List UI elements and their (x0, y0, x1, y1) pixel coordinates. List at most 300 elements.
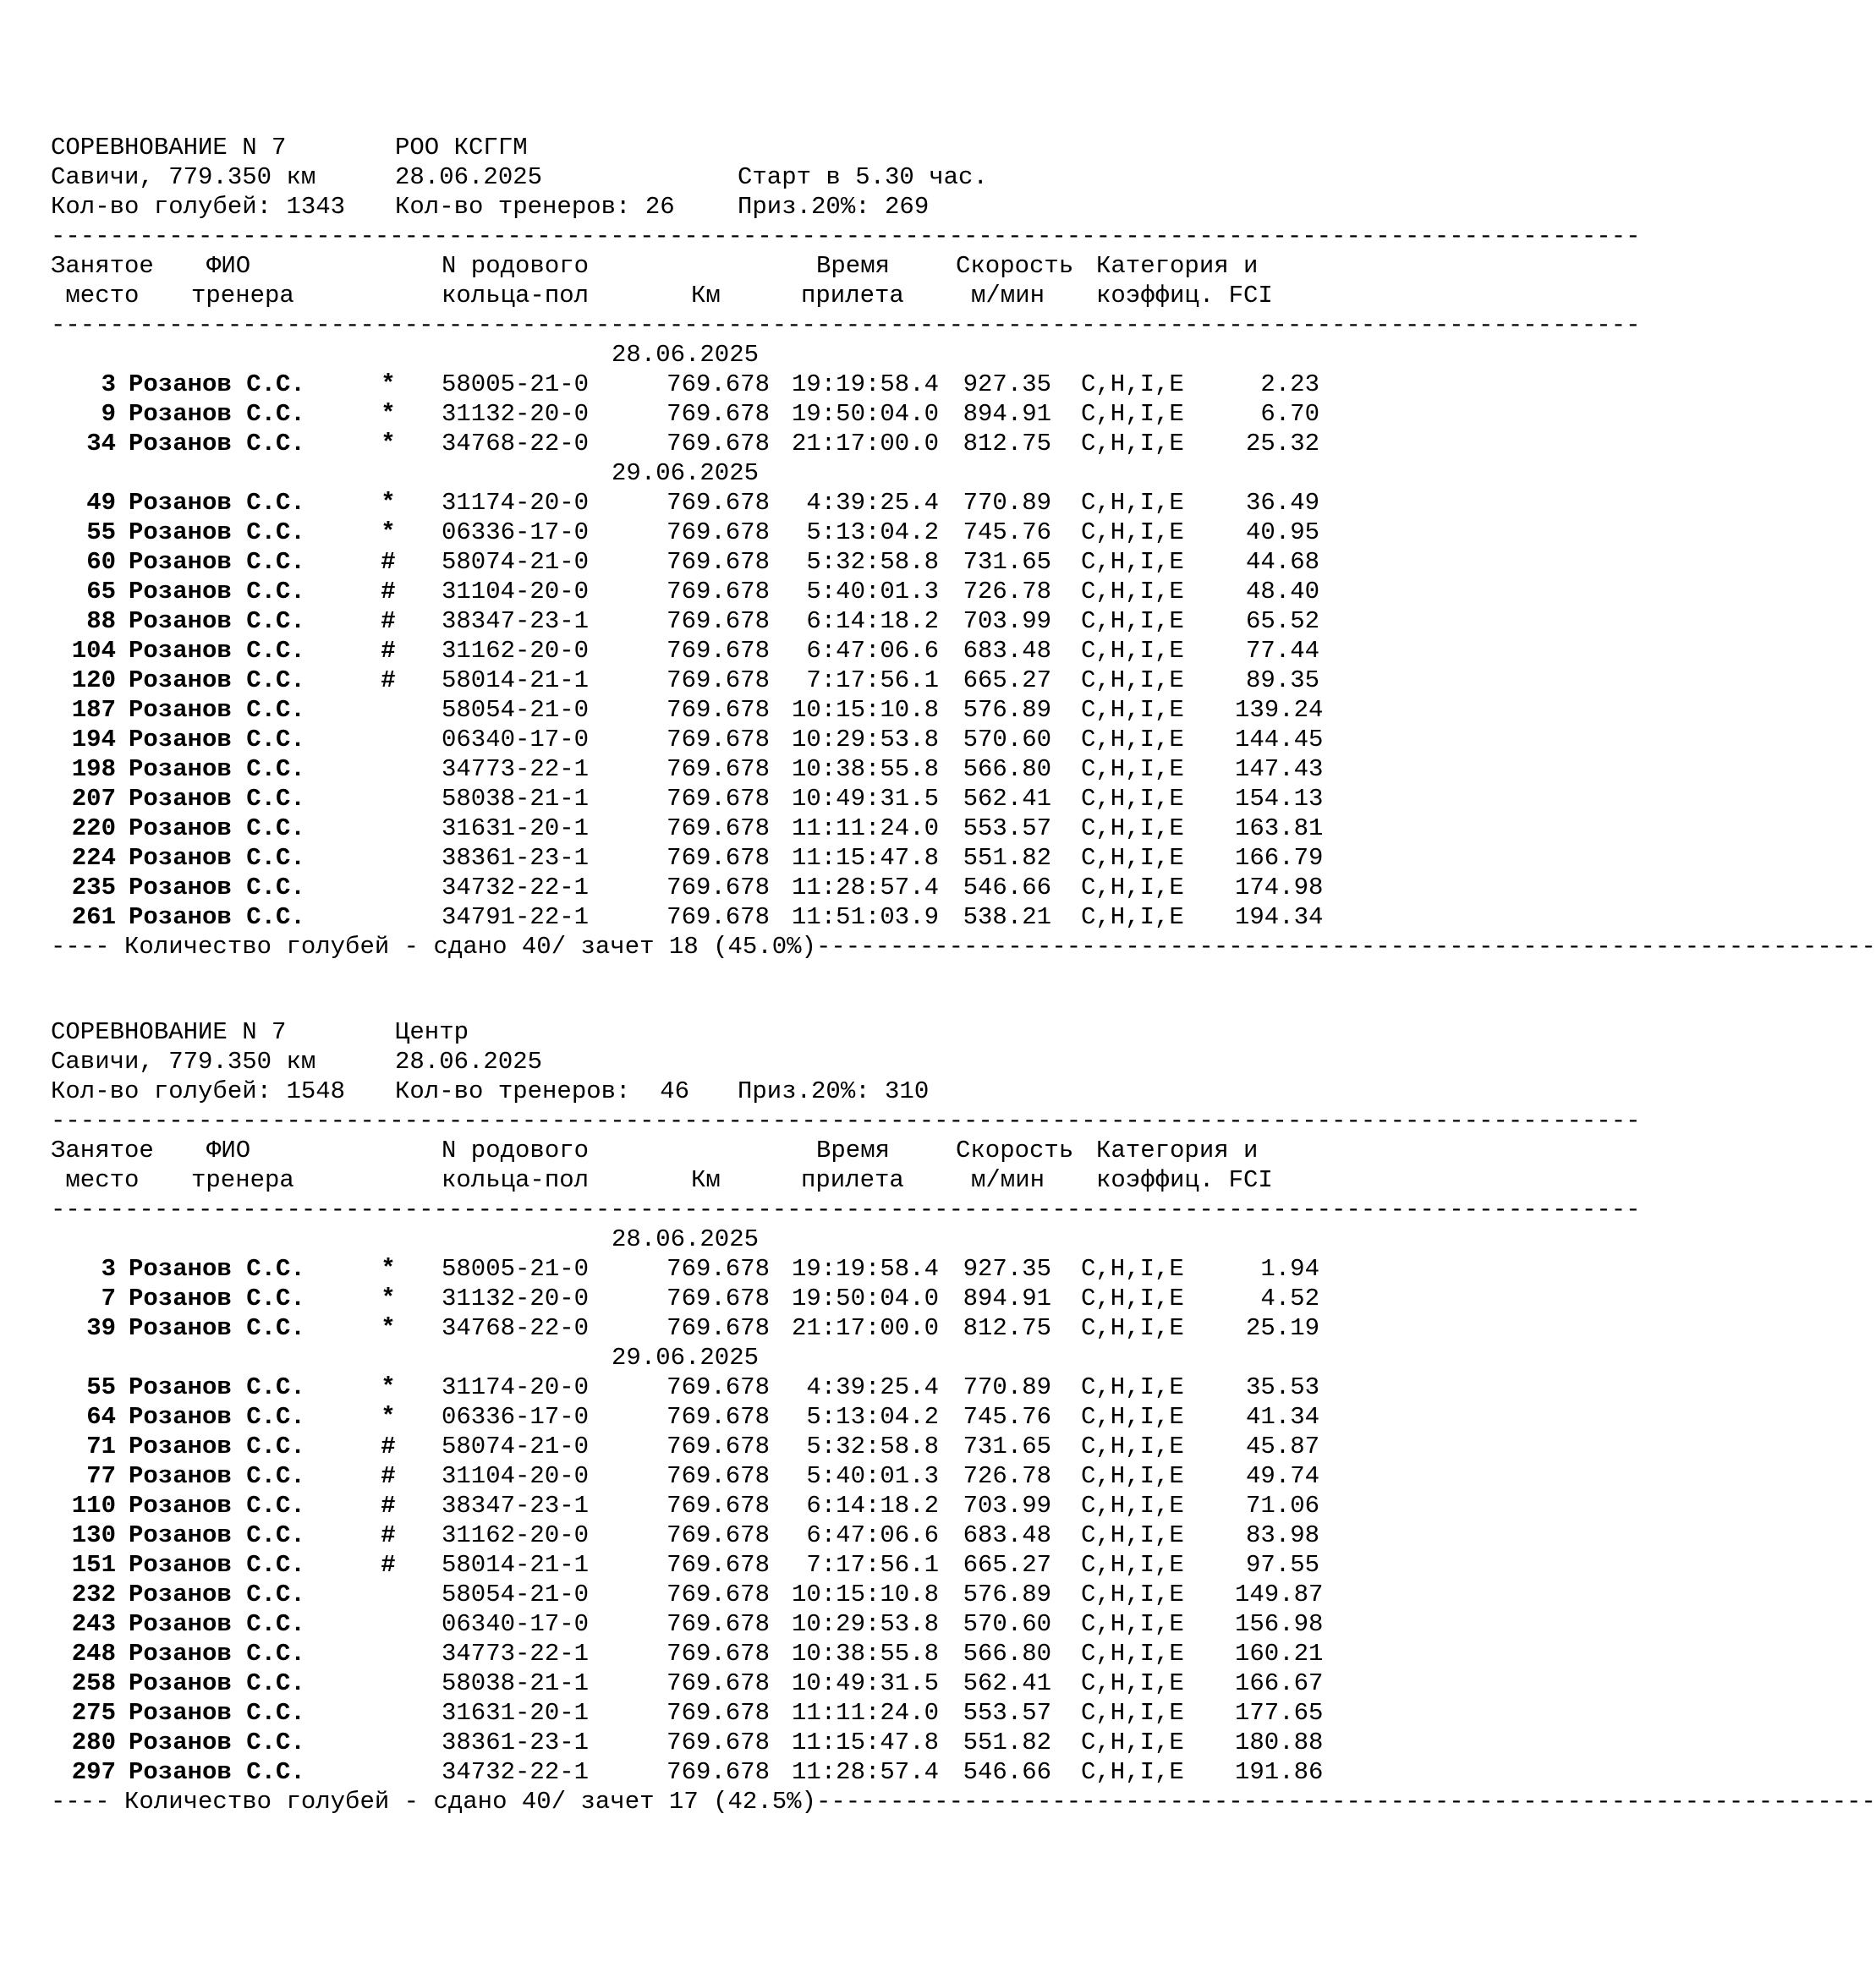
table-row (51, 429, 1353, 458)
cell-cat: C,H,I,E (1081, 548, 1184, 576)
cell-speed: 703.99 (963, 1492, 1051, 1520)
table-row (51, 547, 1353, 577)
prize-count: Приз.20%: 269 (738, 193, 930, 221)
cell-speed: 538.21 (963, 903, 1051, 931)
cell-place: 187 (71, 696, 116, 724)
cell-place: 71 (86, 1433, 116, 1460)
cell-km: 769.678 (666, 1521, 770, 1549)
cell-speed: 566.80 (963, 755, 1051, 783)
cell-speed: 745.76 (963, 518, 1051, 546)
cell-ring: 31174-20-0 (442, 489, 590, 517)
cell-cat: C,H,I,E (1081, 1699, 1184, 1727)
cell-km: 769.678 (666, 607, 770, 635)
cell-place: 275 (71, 1699, 116, 1727)
table-row (51, 606, 1353, 636)
cell-cat: C,H,I,E (1081, 370, 1184, 398)
cell-ring: 58054-21-0 (442, 696, 590, 724)
competition-header-line-3 (51, 192, 1353, 222)
cell-name: Розанов С.С. (129, 874, 305, 901)
cell-fci: 160.21 (1235, 1640, 1324, 1668)
header-name: ФИО (206, 1137, 251, 1164)
cell-mark: * (381, 1403, 396, 1431)
cell-cat: C,H,I,E (1081, 755, 1184, 783)
cell-time: 19:50:04.0 (791, 1285, 939, 1312)
cell-km: 769.678 (666, 1492, 770, 1520)
cell-km: 769.678 (666, 430, 770, 458)
pigeons-count: Кол-во голубей: 1548 (51, 1077, 346, 1105)
footer-summary: ---- Количество голубей - сдано 40/ зачет 17 (42.5%)------------------------------------------------------------------------ (51, 1788, 1876, 1816)
cell-mark: * (381, 400, 396, 428)
cell-ring: 58005-21-0 (442, 370, 590, 398)
table-header-row-2 (51, 281, 1353, 310)
table-row (51, 843, 1353, 873)
cell-time: 11:11:24.0 (791, 1699, 939, 1727)
cell-fci: 48.40 (1245, 578, 1319, 605)
cell-place: 120 (71, 666, 116, 694)
cell-time: 6:14:18.2 (806, 607, 939, 635)
table-row (51, 1520, 1353, 1550)
cell-cat: C,H,I,E (1081, 1314, 1184, 1342)
cell-mark: # (381, 548, 396, 576)
cell-km: 769.678 (666, 1729, 770, 1756)
cell-ring: 58054-21-0 (442, 1581, 590, 1608)
cell-place: 248 (71, 1640, 116, 1668)
cell-cat: C,H,I,E (1081, 844, 1184, 872)
header-speed-2: м/мин (971, 1166, 1045, 1194)
cell-mark: * (381, 1255, 396, 1283)
cell-name: Розанов С.С. (129, 726, 305, 753)
cell-place: 194 (71, 726, 116, 753)
cell-ring: 58074-21-0 (442, 548, 590, 576)
cell-speed: 551.82 (963, 844, 1051, 872)
cell-speed: 731.65 (963, 548, 1051, 576)
cell-km: 769.678 (666, 1285, 770, 1312)
cell-km: 769.678 (666, 1255, 770, 1283)
cell-name: Розанов С.С. (129, 1610, 305, 1638)
group-date-line (51, 1225, 1353, 1254)
cell-mark: # (381, 666, 396, 694)
cell-name: Розанов С.С. (129, 1255, 305, 1283)
cell-km: 769.678 (666, 370, 770, 398)
cell-time: 5:13:04.2 (806, 1403, 939, 1431)
results-rows (51, 1225, 1353, 1787)
group-date: 29.06.2025 (611, 1344, 760, 1372)
cell-place: 104 (71, 637, 116, 665)
cell-name: Розанов С.С. (129, 430, 305, 458)
header-category: Категория и (1096, 1137, 1259, 1164)
cell-place: 280 (71, 1729, 116, 1756)
cell-cat: C,H,I,E (1081, 1403, 1184, 1431)
cell-name: Розанов С.С. (129, 370, 305, 398)
competition-start: Старт в 5.30 час. (738, 163, 988, 191)
cell-ring: 31162-20-0 (442, 637, 590, 665)
cell-ring: 58005-21-0 (442, 1255, 590, 1283)
cell-place: 232 (71, 1581, 116, 1608)
table-row (51, 1461, 1353, 1491)
cell-fci: 1.94 (1260, 1255, 1319, 1283)
cell-mark: * (381, 1373, 396, 1401)
header-speed-2: м/мин (971, 282, 1045, 310)
results-rows (51, 340, 1353, 932)
cell-cat: C,H,I,E (1081, 726, 1184, 753)
cell-time: 11:11:24.0 (791, 814, 939, 842)
cell-name: Розанов С.С. (129, 637, 305, 665)
cell-place: 88 (86, 607, 116, 635)
trainers-count: Кол-во тренеров: 46 (395, 1077, 690, 1105)
cell-ring: 31631-20-1 (442, 1699, 590, 1727)
cell-speed: 812.75 (963, 1314, 1051, 1342)
cell-speed: 927.35 (963, 370, 1051, 398)
cell-cat: C,H,I,E (1081, 578, 1184, 605)
table-row (51, 1728, 1353, 1757)
competition-header-line-2 (51, 162, 1353, 192)
table-row (51, 577, 1353, 606)
cell-km: 769.678 (666, 1373, 770, 1401)
cell-fci: 41.34 (1245, 1403, 1319, 1431)
cell-place: 3 (101, 370, 116, 398)
table-row (51, 1550, 1353, 1580)
cell-ring: 58074-21-0 (442, 1433, 590, 1460)
competition-header-line-3 (51, 1077, 1353, 1106)
header-ring-2: кольца-пол (442, 1166, 590, 1194)
cell-ring: 31104-20-0 (442, 1462, 590, 1490)
cell-km: 769.678 (666, 1462, 770, 1490)
cell-time: 10:15:10.8 (791, 696, 939, 724)
cell-name: Розанов С.С. (129, 1433, 305, 1460)
cell-time: 19:19:58.4 (791, 1255, 939, 1283)
cell-place: 34 (86, 430, 116, 458)
header-km: Км (691, 282, 721, 310)
cell-speed: 553.57 (963, 1699, 1051, 1727)
cell-speed: 665.27 (963, 666, 1051, 694)
cell-time: 10:29:53.8 (791, 1610, 939, 1638)
cell-fci: 174.98 (1235, 874, 1324, 901)
cell-place: 220 (71, 814, 116, 842)
cell-time: 11:28:57.4 (791, 874, 939, 901)
cell-time: 6:14:18.2 (806, 1492, 939, 1520)
table-row (51, 873, 1353, 902)
table-row (51, 1402, 1353, 1432)
group-date-line (51, 340, 1353, 370)
cell-fci: 71.06 (1245, 1492, 1319, 1520)
cell-fci: 83.98 (1245, 1521, 1319, 1549)
cell-fci: 191.86 (1235, 1758, 1324, 1786)
cell-cat: C,H,I,E (1081, 1433, 1184, 1460)
cell-ring: 34773-22-1 (442, 755, 590, 783)
cell-place: 151 (71, 1551, 116, 1579)
cell-km: 769.678 (666, 844, 770, 872)
cell-fci: 194.34 (1235, 903, 1324, 931)
cell-name: Розанов С.С. (129, 814, 305, 842)
competition-section-1 (51, 133, 1876, 962)
header-km: Км (691, 1166, 721, 1194)
cell-ring: 31132-20-0 (442, 400, 590, 428)
cell-fci: 6.70 (1260, 400, 1319, 428)
cell-time: 11:15:47.8 (791, 844, 939, 872)
competition-title: СОРЕВНОВАНИЕ N 7 (51, 134, 287, 162)
header-name: ФИО (206, 252, 251, 280)
cell-ring: 31174-20-0 (442, 1373, 590, 1401)
cell-km: 769.678 (666, 548, 770, 576)
cell-fci: 177.65 (1235, 1699, 1324, 1727)
cell-km: 769.678 (666, 666, 770, 694)
cell-place: 261 (71, 903, 116, 931)
cell-fci: 97.55 (1245, 1551, 1319, 1579)
cell-name: Розанов С.С. (129, 1314, 305, 1342)
cell-km: 769.678 (666, 578, 770, 605)
cell-speed: 562.41 (963, 1669, 1051, 1697)
cell-name: Розанов С.С. (129, 1758, 305, 1786)
cell-time: 5:32:58.8 (806, 1433, 939, 1460)
cell-ring: 58014-21-1 (442, 1551, 590, 1579)
footer-line (51, 1787, 1876, 1816)
cell-cat: C,H,I,E (1081, 1581, 1184, 1608)
cell-cat: C,H,I,E (1081, 518, 1184, 546)
cell-cat: C,H,I,E (1081, 1373, 1184, 1401)
cell-place: 207 (71, 785, 116, 813)
header-place-2: место (51, 282, 140, 310)
table-header-row-2 (51, 1165, 1353, 1195)
table-row (51, 695, 1353, 725)
cell-fci: 180.88 (1235, 1729, 1324, 1756)
cell-time: 10:38:55.8 (791, 755, 939, 783)
cell-time: 11:15:47.8 (791, 1729, 939, 1756)
cell-place: 3 (101, 1255, 116, 1283)
cell-ring: 06336-17-0 (442, 1403, 590, 1431)
cell-name: Розанов С.С. (129, 1373, 305, 1401)
header-category-2: коэффиц. FCI (1096, 282, 1273, 310)
cell-name: Розанов С.С. (129, 755, 305, 783)
cell-fci: 147.43 (1235, 755, 1324, 783)
cell-cat: C,H,I,E (1081, 489, 1184, 517)
prize-count: Приз.20%: 310 (738, 1077, 930, 1105)
cell-ring: 34732-22-1 (442, 874, 590, 901)
cell-ring: 38361-23-1 (442, 1729, 590, 1756)
cell-speed: 726.78 (963, 578, 1051, 605)
cell-ring: 38347-23-1 (442, 1492, 590, 1520)
cell-place: 55 (86, 1373, 116, 1401)
cell-ring: 58038-21-1 (442, 785, 590, 813)
header-ring: N родового (442, 252, 590, 280)
competition-section-2 (51, 1017, 1876, 1816)
competition-location: Савичи, 779.350 км (51, 1048, 316, 1076)
cell-time: 7:17:56.1 (806, 1551, 939, 1579)
cell-name: Розанов С.С. (129, 548, 305, 576)
cell-speed: 562.41 (963, 785, 1051, 813)
footer-summary: ---- Количество голубей - сдано 40/ зачет 18 (45.0%)------------------------------------------------------------------------ (51, 933, 1876, 961)
cell-cat: C,H,I,E (1081, 1285, 1184, 1312)
cell-place: 258 (71, 1669, 116, 1697)
cell-speed: 551.82 (963, 1729, 1051, 1756)
cell-name: Розанов С.С. (129, 1285, 305, 1312)
cell-fci: 40.95 (1245, 518, 1319, 546)
cell-mark: # (381, 637, 396, 665)
cell-fci: 163.81 (1235, 814, 1324, 842)
table-row (51, 636, 1353, 666)
table-row (51, 518, 1353, 547)
trainers-count: Кол-во тренеров: 26 (395, 193, 675, 221)
cell-fci: 149.87 (1235, 1581, 1324, 1608)
cell-time: 10:49:31.5 (791, 1669, 939, 1697)
cell-time: 7:17:56.1 (806, 666, 939, 694)
header-category-2: коэффиц. FCI (1096, 1166, 1273, 1194)
table-row (51, 1609, 1353, 1639)
cell-ring: 06336-17-0 (442, 518, 590, 546)
divider: ------------------------------------------------------------------------------------------------------------ (51, 222, 1641, 250)
cell-ring: 38347-23-1 (442, 607, 590, 635)
cell-km: 769.678 (666, 755, 770, 783)
cell-time: 5:13:04.2 (806, 518, 939, 546)
cell-cat: C,H,I,E (1081, 1610, 1184, 1638)
cell-mark: * (381, 1314, 396, 1342)
header-ring-2: кольца-пол (442, 282, 590, 310)
cell-km: 769.678 (666, 1669, 770, 1697)
cell-fci: 44.68 (1245, 548, 1319, 576)
cell-cat: C,H,I,E (1081, 400, 1184, 428)
cell-cat: C,H,I,E (1081, 903, 1184, 931)
cell-time: 6:47:06.6 (806, 1521, 939, 1549)
header-time: Время (816, 252, 891, 280)
cell-speed: 546.66 (963, 874, 1051, 901)
cell-speed: 731.65 (963, 1433, 1051, 1460)
group-date-line (51, 458, 1353, 488)
cell-speed: 546.66 (963, 1758, 1051, 1786)
table-row (51, 1284, 1353, 1313)
cell-speed: 770.89 (963, 489, 1051, 517)
cell-name: Розанов С.С. (129, 1521, 305, 1549)
group-date: 29.06.2025 (611, 459, 760, 487)
cell-name: Розанов С.С. (129, 903, 305, 931)
cell-speed: 553.57 (963, 814, 1051, 842)
cell-cat: C,H,I,E (1081, 1521, 1184, 1549)
cell-mark: * (381, 1285, 396, 1312)
cell-cat: C,H,I,E (1081, 814, 1184, 842)
cell-ring: 34768-22-0 (442, 1314, 590, 1342)
cell-time: 10:38:55.8 (791, 1640, 939, 1668)
cell-name: Розанов С.С. (129, 400, 305, 428)
cell-place: 64 (86, 1403, 116, 1431)
cell-fci: 166.67 (1235, 1669, 1324, 1697)
footer-line (51, 932, 1876, 962)
cell-name: Розанов С.С. (129, 696, 305, 724)
cell-cat: C,H,I,E (1081, 607, 1184, 635)
cell-place: 243 (71, 1610, 116, 1638)
cell-km: 769.678 (666, 1640, 770, 1668)
cell-name: Розанов С.С. (129, 1581, 305, 1608)
cell-km: 769.678 (666, 1314, 770, 1342)
cell-speed: 683.48 (963, 637, 1051, 665)
cell-place: 55 (86, 518, 116, 546)
table-row (51, 488, 1353, 518)
cell-speed: 703.99 (963, 607, 1051, 635)
cell-fci: 35.53 (1245, 1373, 1319, 1401)
header-ring: N родового (442, 1137, 590, 1164)
cell-speed: 683.48 (963, 1521, 1051, 1549)
cell-time: 5:40:01.3 (806, 578, 939, 605)
cell-fci: 156.98 (1235, 1610, 1324, 1638)
competition-header-line-1 (51, 133, 1353, 162)
table-header-row-1 (51, 251, 1353, 281)
cell-km: 769.678 (666, 1699, 770, 1727)
cell-speed: 894.91 (963, 1285, 1051, 1312)
cell-place: 110 (71, 1492, 116, 1520)
cell-speed: 927.35 (963, 1255, 1051, 1283)
competition-title: СОРЕВНОВАНИЕ N 7 (51, 1018, 287, 1046)
cell-name: Розанов С.С. (129, 607, 305, 635)
cell-mark: * (381, 489, 396, 517)
group-date: 28.06.2025 (611, 341, 760, 369)
header-speed: Скорость (956, 1137, 1074, 1164)
cell-ring: 34791-22-1 (442, 903, 590, 931)
cell-place: 198 (71, 755, 116, 783)
cell-fci: 139.24 (1235, 696, 1324, 724)
cell-mark: # (381, 607, 396, 635)
cell-km: 769.678 (666, 489, 770, 517)
cell-name: Розанов С.С. (129, 1729, 305, 1756)
table-row (51, 725, 1353, 754)
cell-mark: # (381, 578, 396, 605)
divider: ------------------------------------------------------------------------------------------------------------ (51, 1196, 1641, 1224)
table-row (51, 1580, 1353, 1609)
table-row (51, 1668, 1353, 1698)
cell-km: 769.678 (666, 637, 770, 665)
cell-fci: 49.74 (1245, 1462, 1319, 1490)
cell-speed: 745.76 (963, 1403, 1051, 1431)
cell-km: 769.678 (666, 1403, 770, 1431)
cell-fci: 144.45 (1235, 726, 1324, 753)
cell-place: 224 (71, 844, 116, 872)
table-row (51, 784, 1353, 814)
cell-fci: 154.13 (1235, 785, 1324, 813)
cell-name: Розанов С.С. (129, 518, 305, 546)
cell-fci: 77.44 (1245, 637, 1319, 665)
table-row (51, 902, 1353, 932)
cell-fci: 25.19 (1245, 1314, 1319, 1342)
table-row (51, 1698, 1353, 1728)
cell-cat: C,H,I,E (1081, 1255, 1184, 1283)
cell-ring: 58038-21-1 (442, 1669, 590, 1697)
cell-time: 6:47:06.6 (806, 637, 939, 665)
cell-fci: 65.52 (1245, 607, 1319, 635)
cell-km: 769.678 (666, 874, 770, 901)
header-time: Время (816, 1137, 891, 1164)
competition-header-line-1 (51, 1017, 1353, 1047)
cell-time: 5:32:58.8 (806, 548, 939, 576)
cell-km: 769.678 (666, 696, 770, 724)
cell-time: 11:51:03.9 (791, 903, 939, 931)
cell-name: Розанов С.С. (129, 785, 305, 813)
cell-fci: 36.49 (1245, 489, 1319, 517)
cell-cat: C,H,I,E (1081, 666, 1184, 694)
header-category: Категория и (1096, 252, 1259, 280)
cell-cat: C,H,I,E (1081, 785, 1184, 813)
cell-time: 10:15:10.8 (791, 1581, 939, 1608)
cell-km: 769.678 (666, 785, 770, 813)
cell-cat: C,H,I,E (1081, 1758, 1184, 1786)
cell-mark: * (381, 370, 396, 398)
cell-time: 19:19:58.4 (791, 370, 939, 398)
group-date-line (51, 1343, 1353, 1373)
cell-ring: 34768-22-0 (442, 430, 590, 458)
cell-mark: # (381, 1521, 396, 1549)
header-place-2: место (51, 1166, 140, 1194)
cell-place: 7 (101, 1285, 116, 1312)
cell-speed: 812.75 (963, 430, 1051, 458)
cell-km: 769.678 (666, 814, 770, 842)
cell-cat: C,H,I,E (1081, 1492, 1184, 1520)
divider: ------------------------------------------------------------------------------------------------------------ (51, 311, 1641, 339)
cell-km: 769.678 (666, 1758, 770, 1786)
